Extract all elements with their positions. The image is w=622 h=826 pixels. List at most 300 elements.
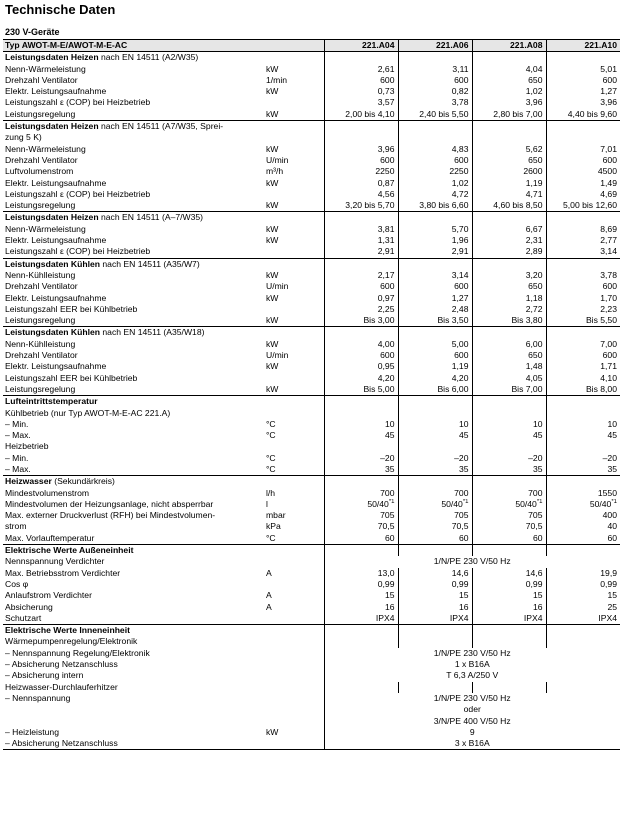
row-value	[398, 590, 472, 601]
section-title-rest: nach EN 14511 (A2/W35)	[98, 52, 199, 63]
row-value	[472, 533, 546, 545]
row-value	[472, 155, 546, 166]
row-unit: kPa	[266, 521, 281, 532]
row-value	[398, 178, 472, 189]
row-label: Wärmepumpenregelung/Elektronik	[5, 636, 138, 647]
row-unit	[264, 659, 324, 670]
footnote-mark: *1	[611, 499, 617, 506]
value-text: 600	[380, 350, 395, 361]
row-value	[398, 510, 472, 521]
value-text: 50/40	[441, 498, 463, 509]
row-unit	[264, 716, 324, 727]
empty-cell	[546, 327, 620, 339]
row-unit	[264, 441, 324, 452]
row-value	[472, 453, 546, 464]
table-row	[3, 178, 620, 189]
value-text: 2,91	[451, 246, 469, 257]
row-label: Leistungszahl EER bei Kühlbetrieb	[5, 303, 138, 314]
row-unit: kW	[266, 292, 279, 303]
value-text: 4,05	[525, 372, 543, 383]
empty-cell	[324, 625, 398, 637]
empty-cell	[472, 121, 546, 133]
row-value	[546, 682, 620, 693]
section-title-bold: Elektrische Werte Inneneinheit	[5, 625, 130, 636]
table-row	[3, 97, 620, 108]
row-value	[472, 75, 546, 86]
row-value	[324, 293, 398, 304]
value-text: 35	[384, 463, 395, 474]
value-text: 3,81	[377, 223, 395, 234]
row-value	[398, 155, 472, 166]
row-value	[472, 109, 546, 121]
value-text: 6,67	[525, 223, 543, 234]
row-value	[472, 499, 546, 510]
type-header: Typ AWOT-M-E/AWOT-M-E-AC	[3, 40, 264, 52]
value-text: 3,20	[525, 269, 543, 280]
value-text: 1,02	[525, 86, 543, 97]
table-row	[3, 200, 620, 212]
value-text: 1,27	[600, 86, 617, 97]
row-value	[324, 270, 398, 281]
value-text: 45	[384, 430, 395, 441]
row-span-value: 3 x B16A	[324, 738, 620, 750]
value-text: IPX4	[375, 612, 395, 623]
table-row	[3, 648, 620, 659]
row-unit	[264, 682, 324, 693]
row-value	[472, 144, 546, 155]
row-value	[324, 166, 398, 177]
row-value	[546, 339, 620, 350]
row-value	[398, 293, 472, 304]
value-text: 700	[454, 487, 469, 498]
section-title	[3, 212, 324, 224]
row-value	[472, 132, 546, 143]
row-value	[398, 441, 472, 452]
value-text: 60	[384, 532, 395, 543]
row-value	[398, 419, 472, 430]
row-value	[398, 373, 472, 384]
row-label: – Min.	[5, 452, 29, 463]
row-unit	[264, 670, 324, 681]
value-text: 600	[380, 154, 395, 165]
row-value	[324, 602, 398, 613]
row-label: Leistungszahl ε (COP) bei Heizbetrieb	[5, 246, 151, 257]
value-text: 3,78	[600, 269, 617, 280]
empty-cell	[546, 212, 620, 224]
row-value	[324, 109, 398, 121]
row-value	[472, 430, 546, 441]
value-text: 70,5	[451, 521, 469, 532]
row-unit: m³/h	[266, 166, 284, 177]
row-value	[546, 178, 620, 189]
value-text: 650	[528, 154, 543, 165]
row-value	[546, 521, 620, 532]
section-title-bold: Elektrische Werte Außeneinheit	[5, 545, 134, 556]
value-text: 4,72	[451, 188, 469, 199]
row-value	[324, 132, 398, 143]
table-row	[3, 75, 620, 86]
value-text: 35	[532, 463, 543, 474]
row-value	[324, 521, 398, 532]
section-title-rest: (Sekundärkreis)	[51, 476, 115, 487]
value-text: 45	[532, 430, 543, 441]
row-label: Luftvolumenstrom	[5, 166, 74, 177]
value-text: 14,6	[451, 567, 469, 578]
row-value	[398, 499, 472, 510]
table-row	[3, 270, 620, 281]
value-text: 4,56	[377, 188, 395, 199]
row-value	[398, 86, 472, 97]
row-value	[398, 464, 472, 476]
row-unit: l/h	[266, 487, 276, 498]
value-text: 50/40	[367, 498, 389, 509]
row-value	[472, 488, 546, 499]
row-value	[324, 339, 398, 350]
value-text: –20	[380, 452, 395, 463]
section-row	[3, 121, 620, 133]
value-text: 650	[528, 350, 543, 361]
value-text: 705	[380, 510, 395, 521]
row-unit: °C	[266, 430, 276, 441]
table-row	[3, 235, 620, 246]
empty-cell	[472, 327, 546, 339]
row-label: Elektr. Leistungsaufnahme	[5, 235, 107, 246]
empty-cell	[472, 212, 546, 224]
table-row	[3, 693, 620, 704]
value-text: 2,61	[377, 63, 395, 74]
table-row	[3, 441, 620, 452]
table-row	[3, 155, 620, 166]
empty-cell	[398, 476, 472, 488]
empty-cell	[546, 545, 620, 557]
row-value	[398, 521, 472, 532]
row-value	[324, 613, 398, 625]
row-value	[398, 408, 472, 419]
empty-cell	[546, 396, 620, 408]
value-text: 600	[454, 74, 469, 85]
row-unit: kW	[266, 235, 279, 246]
section-title	[3, 327, 324, 339]
row-label: – Heizleistung	[5, 726, 59, 737]
value-text: 0,97	[377, 292, 395, 303]
value-text: –20	[528, 452, 543, 463]
row-label: Cos φ	[5, 578, 29, 589]
row-value	[472, 339, 546, 350]
value-text: 5,62	[525, 143, 543, 154]
row-value	[324, 281, 398, 292]
table-row	[3, 315, 620, 327]
section-title	[3, 258, 324, 270]
value-text: 4,04	[525, 63, 543, 74]
row-value	[324, 86, 398, 97]
row-label: – Nennspannung	[5, 692, 71, 703]
value-text: 1,19	[525, 177, 543, 188]
value-text: 2,40 bis 5,50	[419, 108, 469, 119]
row-value	[546, 246, 620, 258]
table-row	[3, 408, 620, 419]
section-row	[3, 396, 620, 408]
row-value	[472, 178, 546, 189]
value-text: 0,87	[377, 177, 395, 188]
row-value	[398, 132, 472, 143]
table-row	[3, 602, 620, 613]
row-value	[398, 224, 472, 235]
row-value	[324, 200, 398, 212]
row-value	[472, 224, 546, 235]
empty-cell	[546, 52, 620, 64]
value-text: 15	[532, 590, 543, 601]
value-text: 4,69	[600, 188, 617, 199]
row-value	[324, 488, 398, 499]
row-label: Leistungsregelung	[5, 383, 76, 394]
row-label: Leistungszahl ε (COP) bei Heizbetrieb	[5, 188, 151, 199]
value-text: 2,89	[525, 246, 543, 257]
row-value	[324, 189, 398, 200]
empty-cell	[324, 327, 398, 339]
row-value	[324, 568, 398, 579]
value-text: 650	[528, 281, 543, 292]
value-text: 10	[532, 418, 543, 429]
value-text: 600	[454, 281, 469, 292]
row-value	[546, 166, 620, 177]
row-unit: kW	[266, 86, 279, 97]
row-span-value: 1 x B16A	[324, 659, 620, 670]
value-text: 4,20	[451, 372, 469, 383]
value-text: 1,27	[451, 292, 469, 303]
row-value	[546, 408, 620, 419]
page-title: Technische Daten	[5, 2, 116, 17]
technical-data-table	[3, 39, 620, 750]
row-value	[472, 293, 546, 304]
row-unit: kW	[266, 200, 279, 211]
row-label: Absicherung	[5, 601, 53, 612]
row-label: Nenn-Kühlleistung	[5, 338, 76, 349]
table-row	[3, 166, 620, 177]
row-unit	[264, 97, 324, 108]
row-unit	[264, 579, 324, 590]
row-value	[398, 430, 472, 441]
value-text: 10	[384, 418, 395, 429]
row-label: Leistungszahl EER bei Kühlbetrieb	[5, 372, 138, 383]
value-text: IPX4	[523, 612, 543, 623]
row-value	[324, 453, 398, 464]
value-text: 3,96	[377, 143, 395, 154]
row-value	[398, 144, 472, 155]
value-text: 1,49	[600, 177, 617, 188]
empty-cell	[546, 476, 620, 488]
row-unit	[264, 189, 324, 200]
row-value	[546, 464, 620, 476]
row-value	[398, 682, 472, 693]
value-text: 3,11	[452, 63, 469, 74]
row-value	[472, 408, 546, 419]
table-row	[3, 86, 620, 97]
table-row	[3, 704, 620, 715]
value-text: 3,14	[600, 246, 617, 257]
value-text: 2250	[449, 166, 469, 177]
table-row	[3, 499, 620, 510]
row-label: Mindestvolumen der Heizungsanlage, nicht absperrbar	[5, 498, 214, 509]
table-row	[3, 350, 620, 361]
row-value	[398, 166, 472, 177]
row-value	[324, 224, 398, 235]
footnote-mark: *1	[388, 499, 395, 506]
value-text: Bis 6,00	[437, 383, 469, 394]
value-text: 0,99	[377, 578, 395, 589]
value-text: 400	[602, 510, 617, 521]
empty-cell	[398, 625, 472, 637]
row-value	[546, 533, 620, 545]
row-label: Leistungsregelung	[5, 200, 76, 211]
table-row	[3, 339, 620, 350]
row-value	[398, 453, 472, 464]
value-text: 600	[454, 350, 469, 361]
value-text: 16	[532, 601, 543, 612]
section-title-bold: Leistungsdaten Heizen	[5, 121, 99, 132]
row-value	[546, 636, 620, 647]
value-text: 70,5	[525, 521, 543, 532]
row-value	[398, 636, 472, 647]
row-value	[324, 155, 398, 166]
value-text: 60	[458, 532, 469, 543]
row-value	[472, 246, 546, 258]
value-text: –20	[602, 452, 617, 463]
row-value	[324, 235, 398, 246]
row-value	[398, 109, 472, 121]
row-value	[324, 373, 398, 384]
empty-cell	[398, 212, 472, 224]
value-text: Bis 3,50	[437, 315, 469, 326]
value-text: 45	[458, 430, 469, 441]
row-value	[398, 200, 472, 212]
empty-cell	[472, 396, 546, 408]
value-text: 4,71	[525, 188, 543, 199]
table-row	[3, 224, 620, 235]
value-text: 70,5	[377, 521, 395, 532]
row-value	[472, 86, 546, 97]
table-row	[3, 613, 620, 625]
row-value	[324, 636, 398, 647]
table-row	[3, 189, 620, 200]
value-text: 6,00	[525, 338, 543, 349]
row-value	[398, 281, 472, 292]
row-value	[472, 97, 546, 108]
row-value	[546, 602, 620, 613]
value-text: 4,40 bis 9,60	[567, 108, 617, 119]
value-text: 600	[602, 350, 617, 361]
row-value	[546, 510, 620, 521]
table-row	[3, 716, 620, 727]
row-unit: A	[266, 567, 272, 578]
row-unit	[264, 693, 324, 704]
row-label: zung 5 K)	[5, 132, 42, 143]
row-value	[324, 682, 398, 693]
section-title	[3, 625, 324, 637]
value-text: 35	[607, 463, 617, 474]
section-row	[3, 258, 620, 270]
value-text: 2,25	[377, 303, 395, 314]
row-label: – Min.	[5, 418, 29, 429]
row-unit: °C	[266, 532, 276, 543]
section-title-bold: Leistungsdaten Heizen	[5, 52, 99, 63]
row-label	[3, 704, 264, 715]
empty-cell	[324, 212, 398, 224]
row-value	[546, 189, 620, 200]
row-value	[324, 419, 398, 430]
row-value	[546, 579, 620, 590]
row-value	[472, 304, 546, 315]
table-row	[3, 488, 620, 499]
row-label: Nenn-Wärmeleistung	[5, 63, 86, 74]
value-text: 3,14	[451, 269, 469, 280]
row-value	[398, 339, 472, 350]
value-text: 5,00 bis 12,60	[563, 200, 617, 211]
row-label: Drehzahl Ventilator	[5, 281, 78, 292]
value-text: 50/40	[589, 498, 612, 509]
row-unit	[264, 648, 324, 659]
value-text: 1,19	[451, 361, 469, 372]
value-text: 16	[384, 601, 395, 612]
table-row	[3, 682, 620, 693]
row-value	[472, 441, 546, 452]
row-value	[398, 579, 472, 590]
row-label: Max. Vorlauftemperatur	[5, 532, 95, 543]
row-label: Elektr. Leistungsaufnahme	[5, 361, 107, 372]
row-value	[472, 350, 546, 361]
section-title	[3, 52, 324, 64]
row-label: – Absicherung intern	[5, 670, 84, 681]
row-value	[324, 408, 398, 419]
value-text: Bis 7,00	[511, 383, 543, 394]
section-title-bold: Heizwasser	[5, 476, 52, 487]
row-value	[324, 464, 398, 476]
row-value	[324, 384, 398, 396]
value-text: 2,23	[600, 303, 617, 314]
row-unit: U/min	[266, 350, 289, 361]
row-value	[472, 419, 546, 430]
empty-cell	[324, 121, 398, 133]
row-label: Heizbetrieb	[5, 441, 49, 452]
section-row	[3, 545, 620, 557]
row-value	[398, 602, 472, 613]
value-text: 4,20	[377, 372, 395, 383]
empty-cell	[472, 52, 546, 64]
table-row	[3, 556, 620, 567]
value-text: 16	[458, 601, 469, 612]
row-value	[546, 75, 620, 86]
row-value	[546, 304, 620, 315]
table-row	[3, 453, 620, 464]
row-span-value: 3/N/PE 400 V/50 Hz	[324, 716, 620, 727]
row-unit: kW	[266, 269, 279, 280]
value-text: 1,96	[451, 235, 469, 246]
value-text: 2600	[523, 166, 543, 177]
row-label: Max. Betriebsstrom Verdichter	[5, 567, 121, 578]
row-value	[546, 270, 620, 281]
row-value	[472, 361, 546, 372]
row-value	[398, 270, 472, 281]
row-label: Drehzahl Ventilator	[5, 350, 78, 361]
table-row	[3, 246, 620, 258]
value-text: 40	[607, 521, 617, 532]
section-title	[3, 545, 324, 557]
value-text: Bis 3,80	[511, 315, 543, 326]
empty-cell	[472, 476, 546, 488]
row-value	[546, 224, 620, 235]
row-value	[546, 568, 620, 579]
value-text: 600	[380, 281, 395, 292]
value-text: 2,17	[377, 269, 395, 280]
